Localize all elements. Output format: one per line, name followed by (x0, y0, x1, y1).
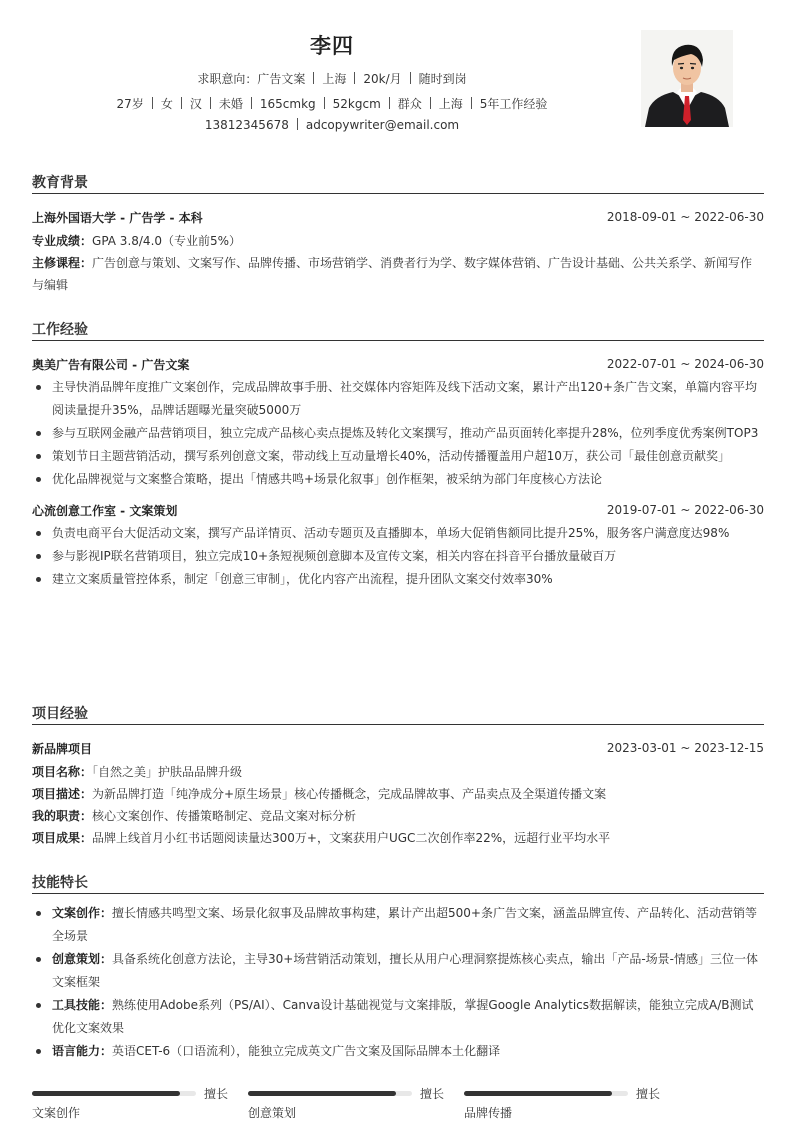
list-item: 参与互联网金融产品营销项目，独立完成产品核心卖点提炼及转化文案撰写，推动产品页面转化率提升28%，位列季度优秀案例TOP3 (32, 422, 764, 445)
work-section (32, 319, 764, 591)
political-status: 群众 (397, 97, 422, 111)
gpa-line: 专业成绩：GPA 3.8/4.0（专业前5%） (32, 234, 242, 248)
phone: 13812345678 (204, 118, 289, 132)
profile-photo (641, 30, 733, 127)
work-title: 工作经验 (32, 319, 764, 341)
divider (324, 97, 325, 109)
skill-bar-item (248, 1086, 464, 1122)
project-field: 项目成果：品牌上线首月小红书话题阅读量达300万+，文案获用户UGC二次创作率22%，远超行业平均水平 (32, 831, 611, 845)
job-header (32, 501, 764, 519)
ethnicity: 汉 (189, 97, 202, 111)
skill-bar-fill (248, 1091, 396, 1096)
age: 27岁 (116, 97, 144, 111)
divider (471, 97, 472, 109)
experience-years: 5年工作经验 (479, 97, 548, 111)
divider (389, 97, 390, 109)
skill-name: 品牌传播 (464, 1106, 513, 1120)
intent-position: 求职意向：广告文案 (197, 72, 306, 86)
list-item: 建立文案质量管控体系，制定「创意三审制」，优化内容产出流程，提升团队文案交付效率30% (32, 568, 764, 591)
divider (297, 118, 298, 130)
divider (313, 72, 314, 84)
divider (152, 97, 153, 109)
skill-bar-item (464, 1086, 680, 1122)
job-intent-line (0, 70, 664, 87)
job-date: 2019-07-01 ~ 2022-06-30 (606, 503, 764, 517)
resume-header (0, 0, 794, 150)
education-date: 2018-09-01 ~ 2022-06-30 (606, 210, 764, 224)
list-item: 优化品牌视觉与文案整合策略，提出「情感共鸣+场景化叙事」创作框架，被采纳为部门年度核心方法论 (32, 468, 764, 491)
skill-bar-fill (32, 1091, 180, 1096)
divider (430, 97, 431, 109)
skill-name: 文案创作 (32, 1106, 81, 1120)
education-title: 教育背景 (32, 172, 764, 194)
divider (354, 72, 355, 84)
job-date: 2022-07-01 ~ 2024-06-30 (606, 357, 764, 371)
job-company-role: 心流创意工作室 - 文案策划 (32, 503, 178, 518)
skill-level: 擅长 (420, 1087, 445, 1101)
candidate-name: 李四 (310, 34, 354, 58)
height: 165cmkg (259, 97, 316, 111)
list-item: 主导快消品牌年度推广文案创作，完成品牌故事手册、社交媒体内容矩阵及线下活动文案，累计产出120+条广告文案，单篇内容平均阅读量提升35%，品牌话题曝光量突破5000万 (32, 376, 764, 422)
skill-bar-track (464, 1091, 628, 1096)
email: adcopywriter@email.com (305, 118, 460, 132)
project-name: 新品牌项目 (32, 741, 93, 756)
intent-city: 上海 (322, 72, 347, 86)
skill-bar-fill (464, 1091, 612, 1096)
education-entry-header (32, 208, 764, 226)
list-item: 负责电商平台大促活动文案，撰写产品详情页、活动专题页及直播脚本，单场大促销售额同比提升25%，服务客户满意度达98% (32, 522, 764, 545)
project-date: 2023-03-01 ~ 2023-12-15 (606, 741, 764, 755)
skill-level: 擅长 (636, 1087, 661, 1101)
skill-bar-track (32, 1091, 196, 1096)
job-bullets (32, 376, 764, 491)
list-item: 工具技能：熟练使用Adobe系列（PS/AI）、Canva设计基础视觉与文案排版，掌握Google Analytics数据解读，能独立完成A/B测试优化文案效果 (32, 994, 764, 1040)
skills-title: 技能特长 (32, 872, 764, 894)
job-header (32, 355, 764, 373)
project-header (32, 739, 764, 757)
divider (181, 97, 182, 109)
job-bullets (32, 522, 764, 591)
project-field: 项目名称：「自然之美」护肤品品牌升级 (32, 765, 243, 779)
divider (410, 72, 411, 84)
list-item: 参与影视IP联名营销项目，独立完成10+条短视频创意脚本及宣传文案，相关内容在抖音平台播放量破百万 (32, 545, 764, 568)
list-item: 策划节日主题营销活动，撰写系列创意文案，带动线上互动量增长40%，活动传播覆盖用户超10万，获公司「最佳创意贡献奖」 (32, 445, 764, 468)
project-section (32, 703, 764, 849)
list-item: 语言能力：英语CET-6（口语流利），能独立完成英文广告文案及国际品牌本土化翻译 (32, 1040, 764, 1063)
list-item: 文案创作：擅长情感共鸣型文案、场景化叙事及品牌故事构建，累计产出超500+条广告文案，涵盖品牌宣传、产品转化、活动营销等全场景 (32, 902, 764, 948)
intent-salary: 20k/月 (363, 72, 402, 86)
skill-name: 创意策划 (248, 1106, 297, 1120)
intent-availability: 随时到岗 (418, 72, 467, 86)
education-section (32, 172, 764, 296)
job-company-role: 奥美广告有限公司 - 广告文案 (32, 357, 190, 372)
project-field: 我的职责：核心文案创作、传播策略制定、竞品文案对标分析 (32, 809, 357, 823)
skills-bullets (32, 902, 764, 1063)
divider (251, 97, 252, 109)
gender: 女 (160, 97, 173, 111)
skill-bars (32, 1086, 732, 1122)
avatar-illustration-icon (641, 30, 733, 127)
skill-bar-track (248, 1091, 412, 1096)
courses-line: 主修课程：广告创意与策划、文案写作、品牌传播、市场营销学、消费者行为学、数字媒体营销、广告设计基础、公共关系学、新闻写作与编辑 (32, 256, 753, 292)
skill-bar-item (32, 1086, 248, 1122)
list-item: 创意策划：具备系统化创意方法论，主导30+场营销活动策划，擅长从用户心理洞察提炼核心卖点，输出「产品-场景-情感」三位一体文案框架 (32, 948, 764, 994)
school-degree: 上海外国语大学 - 广告学 - 本科 (32, 210, 203, 225)
contact-line (0, 118, 664, 132)
personal-info-line (0, 95, 664, 112)
location: 上海 (438, 97, 463, 111)
skills-section (32, 872, 764, 1063)
project-field: 项目描述：为新品牌打造「纯净成分+原生场景」核心传播概念，完成品牌故事、产品卖点及全渠道传播文案 (32, 787, 607, 801)
weight: 52kgcm (332, 97, 381, 111)
project-title: 项目经验 (32, 703, 764, 725)
divider (210, 97, 211, 109)
marital-status: 未婚 (218, 97, 243, 111)
skill-level: 擅长 (204, 1087, 229, 1101)
